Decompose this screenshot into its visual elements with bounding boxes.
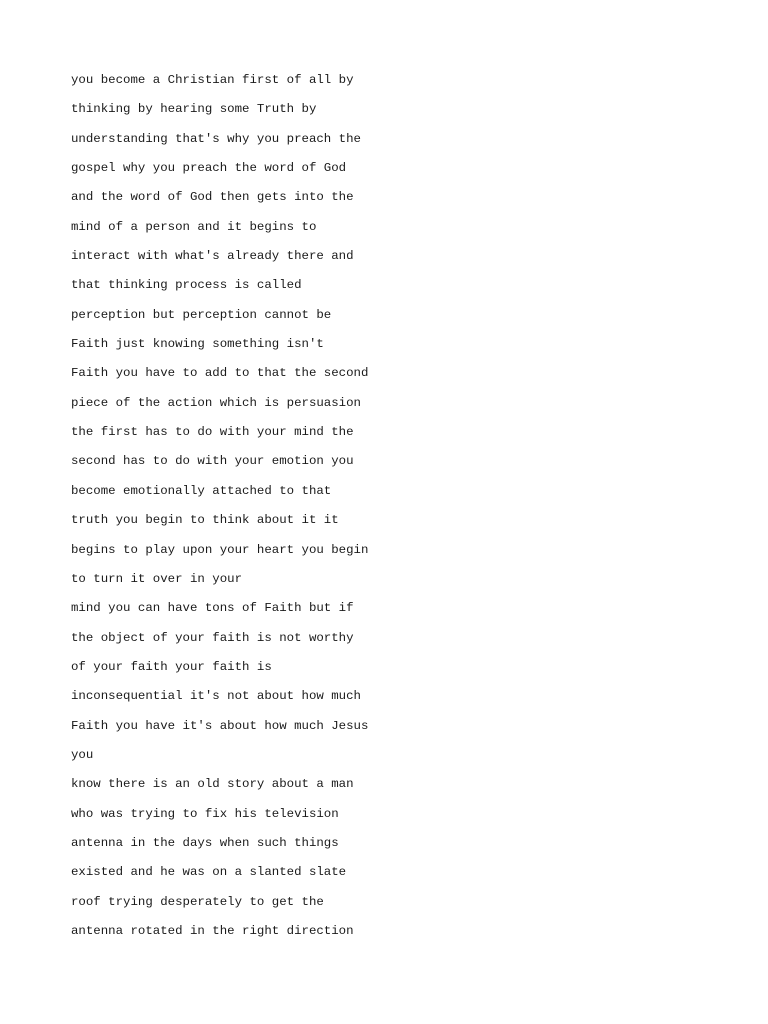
text-line: gospel why you preach the word of God — [71, 161, 347, 176]
text-line: piece of the action which is persuasion — [71, 395, 361, 410]
text-line: begins to play upon your heart you begin — [71, 542, 369, 557]
text-line: thinking by hearing some Truth by — [71, 102, 317, 117]
text-line: who was trying to fix his television — [71, 806, 339, 821]
text-line: antenna in the days when such things — [71, 835, 339, 850]
text-line: mind you can have tons of Faith but if — [71, 601, 354, 616]
text-line: mind of a person and it begins to — [71, 219, 317, 234]
text-line: of your faith your faith is — [71, 659, 272, 674]
text-line: inconsequential it's not about how much — [71, 689, 361, 704]
text-line: become emotionally attached to that — [71, 483, 332, 498]
text-line: to turn it over in your — [71, 571, 243, 586]
text-line: Faith just knowing something isn't — [71, 337, 324, 352]
text-line: interact with what's already there and — [71, 249, 354, 264]
text-line: and the word of God then gets into the — [71, 190, 354, 205]
text-line: antenna rotated in the right direction — [71, 923, 354, 938]
text-line: understanding that's why you preach the — [71, 131, 361, 146]
text-line: the object of your faith is not worthy — [71, 630, 354, 645]
text-line: roof trying desperately to get the — [71, 894, 324, 909]
text-line: know there is an old story about a man — [71, 777, 354, 792]
text-line: that thinking process is called — [71, 278, 302, 293]
text-line: truth you begin to think about it it — [71, 513, 339, 528]
text-line: second has to do with your emotion you — [71, 454, 354, 469]
text-line: you — [71, 747, 94, 762]
text-line: Faith you have to add to that the second — [71, 366, 369, 381]
text-line: perception but perception cannot be — [71, 307, 332, 322]
text-line: the first has to do with your mind the — [71, 425, 354, 440]
text-line: you become a Christian first of all by — [71, 73, 354, 87]
text-line: existed and he was on a slanted slate — [71, 865, 347, 880]
transcript-text-block — [71, 66, 691, 946]
text-line: Faith you have it's about how much Jesus — [71, 718, 369, 733]
